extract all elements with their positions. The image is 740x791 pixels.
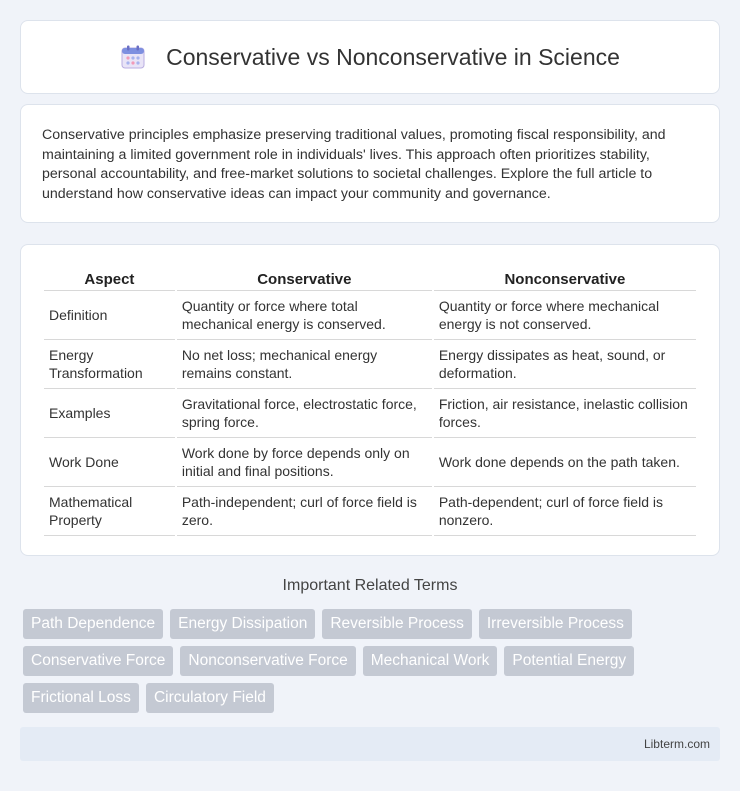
- table-row: [44, 389, 696, 438]
- header-card: [20, 20, 720, 94]
- table-row: [44, 291, 696, 340]
- tag-reversible-process[interactable]: Reversible Process: [322, 609, 472, 639]
- cell-aspect: Examples: [44, 389, 175, 438]
- table-header-row: [44, 265, 696, 291]
- table-row: [44, 438, 696, 487]
- footer-site-link[interactable]: Libterm.com: [643, 737, 710, 751]
- tag-mechanical-work[interactable]: Mechanical Work: [363, 646, 498, 676]
- intro-text: Conservative principles emphasize preserving traditional values, promoting fiscal responsibility, and maintaining a limited government role in individuals' lives. This approach often prioritizes stability, personal accountability, and free-market solutions to societal challenges. Explore the full article to understand how conservative ideas can impact your community and governance.: [42, 127, 666, 202]
- table-row: [44, 340, 696, 389]
- cell-aspect: Definition: [44, 291, 175, 340]
- cell-nonconservative: Path-dependent; curl of force field is nonzero.: [434, 487, 696, 536]
- cell-conservative: Gravitational force, electrostatic force, spring force.: [177, 389, 432, 438]
- intro-card: [20, 104, 720, 223]
- cell-conservative: Work done by force depends only on initial and final positions.: [177, 438, 432, 487]
- cell-nonconservative: Energy dissipates as heat, sound, or deformation.: [434, 340, 696, 389]
- tag-potential-energy[interactable]: Potential Energy: [504, 646, 634, 676]
- page-title: Conservative vs Nonconservative in Science: [166, 43, 620, 70]
- tag-energy-dissipation[interactable]: Energy Dissipation: [170, 609, 315, 639]
- cell-nonconservative: Quantity or force where mechanical energy is not conserved.: [434, 291, 696, 340]
- tag-conservative-force[interactable]: Conservative Force: [23, 646, 173, 676]
- cell-aspect: Work Done: [44, 438, 175, 487]
- calendar-icon: [120, 44, 146, 70]
- tag-circulatory-field[interactable]: Circulatory Field: [146, 683, 274, 713]
- related-terms-list: [23, 609, 713, 720]
- comparison-table-card: [20, 244, 720, 556]
- cell-aspect: Mathematical Property: [44, 487, 175, 536]
- cell-nonconservative: Work done depends on the path taken.: [434, 438, 696, 487]
- related-terms-title: Important Related Terms: [282, 577, 458, 594]
- cell-conservative: No net loss; mechanical energy remains constant.: [177, 340, 432, 389]
- tag-irreversible-process[interactable]: Irreversible Process: [479, 609, 632, 639]
- cell-conservative: Path-independent; curl of force field is zero.: [177, 487, 432, 536]
- header-nonconservative: Nonconservative: [434, 265, 696, 291]
- header-conservative: Conservative: [177, 265, 432, 291]
- footer: [20, 727, 720, 761]
- cell-conservative: Quantity or force where total mechanical energy is conserved.: [177, 291, 432, 340]
- tag-nonconservative-force[interactable]: Nonconservative Force: [180, 646, 355, 676]
- comparison-table: [42, 265, 698, 536]
- header-aspect: Aspect: [44, 265, 175, 291]
- cell-nonconservative: Friction, air resistance, inelastic collision forces.: [434, 389, 696, 438]
- tag-frictional-loss[interactable]: Frictional Loss: [23, 683, 139, 713]
- tag-path-dependence[interactable]: Path Dependence: [23, 609, 163, 639]
- cell-aspect: Energy Transformation: [44, 340, 175, 389]
- table-row: [44, 487, 696, 536]
